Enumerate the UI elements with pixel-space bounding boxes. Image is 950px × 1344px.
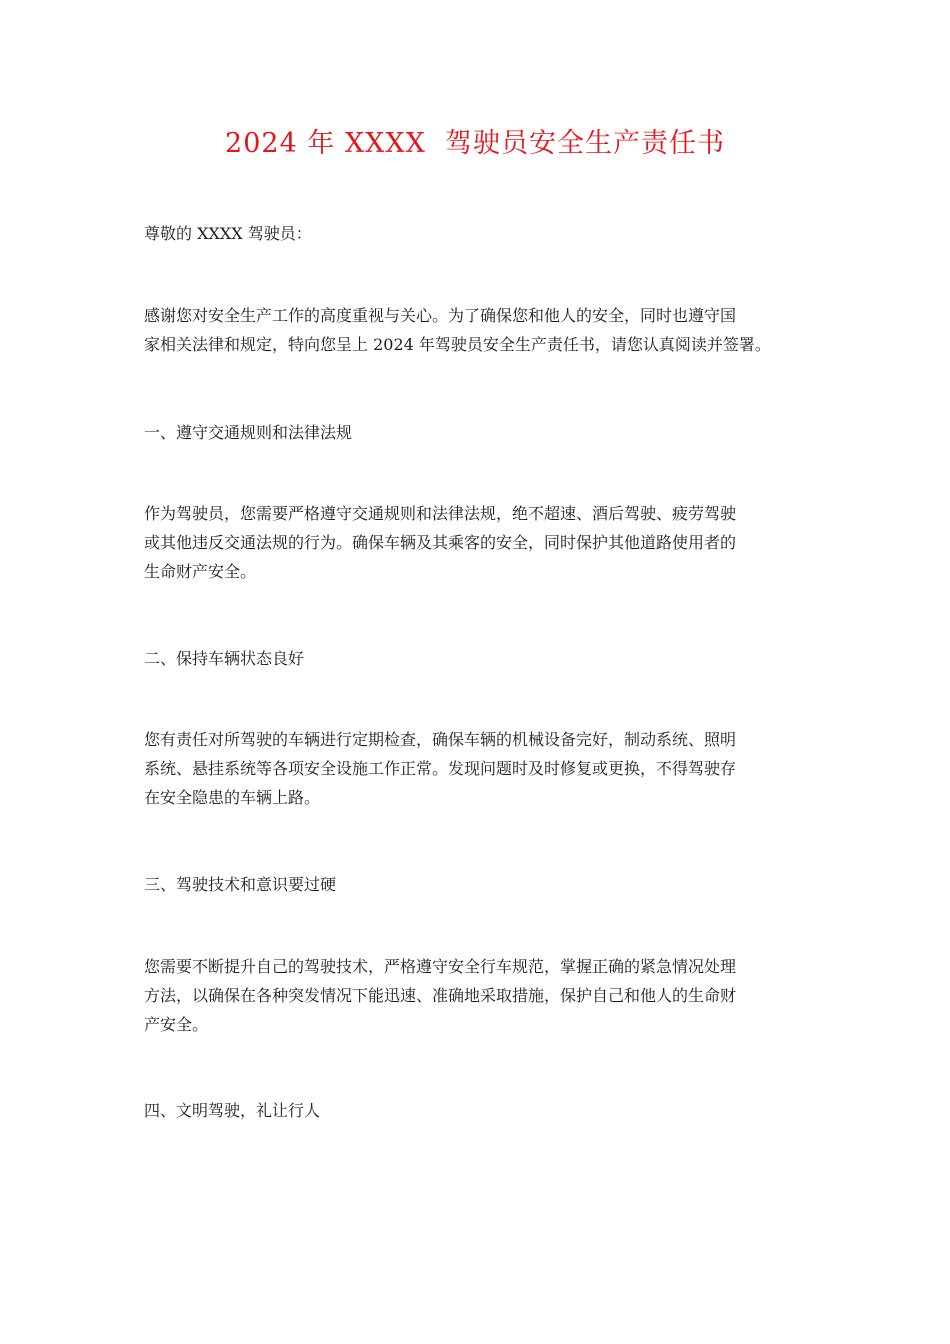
document-title: 2024 年 XXXX 驾驶员安全生产责任书	[225, 128, 725, 159]
section-1-body	[144, 499, 809, 586]
section-1-line: 作为驾驶员，您需要严格遵守交通规则和法律法规，绝不超速、酒后驾驶、疲劳驾驶	[144, 504, 737, 523]
greeting: 尊敬的 XXXX 驾驶员：	[144, 224, 312, 243]
section-2-line: 系统、悬挂系统等各项安全设施工作正常。发现问题时及时修复或更换，不得驾驶存	[144, 759, 737, 778]
section-1-line: 生命财产安全。	[144, 562, 257, 581]
section-3-line: 您需要不断提升自己的驾驶技术，严格遵守安全行车规范，掌握正确的紧急情况处理	[144, 957, 737, 976]
section-2-heading: 二、保持车辆状态良好	[144, 649, 305, 668]
section-3-line: 方法，以确保在各种突发情况下能迅速、准确地采取措施，保护自己和他人的生命财	[144, 986, 737, 1005]
section-4-heading: 四、文明驾驶，礼让行人	[144, 1101, 321, 1120]
intro-line: 感谢您对安全生产工作的高度重视与关心。为了确保您和他人的安全，同时也遵守国	[144, 306, 737, 325]
section-1-line: 或其他违反交通法规的行为。确保车辆及其乘客的安全，同时保护其他道路使用者的	[144, 533, 737, 552]
section-2-line: 您有责任对所驾驶的车辆进行定期检查，确保车辆的机械设备完好，制动系统、照明	[144, 730, 737, 749]
intro-paragraph	[144, 301, 809, 359]
section-1-heading: 一、遵守交通规则和法律法规	[144, 423, 353, 442]
section-3-body	[144, 952, 809, 1039]
intro-line: 家相关法律和规定，特向您呈上 2024 年驾驶员安全生产责任书，请您认真阅读并签署。	[144, 335, 771, 354]
section-3-heading: 三、驾驶技术和意识要过硬	[144, 875, 337, 894]
section-2-body	[144, 725, 809, 812]
section-2-line: 在安全隐患的车辆上路。	[144, 788, 321, 807]
section-3-line: 产安全。	[144, 1015, 209, 1034]
